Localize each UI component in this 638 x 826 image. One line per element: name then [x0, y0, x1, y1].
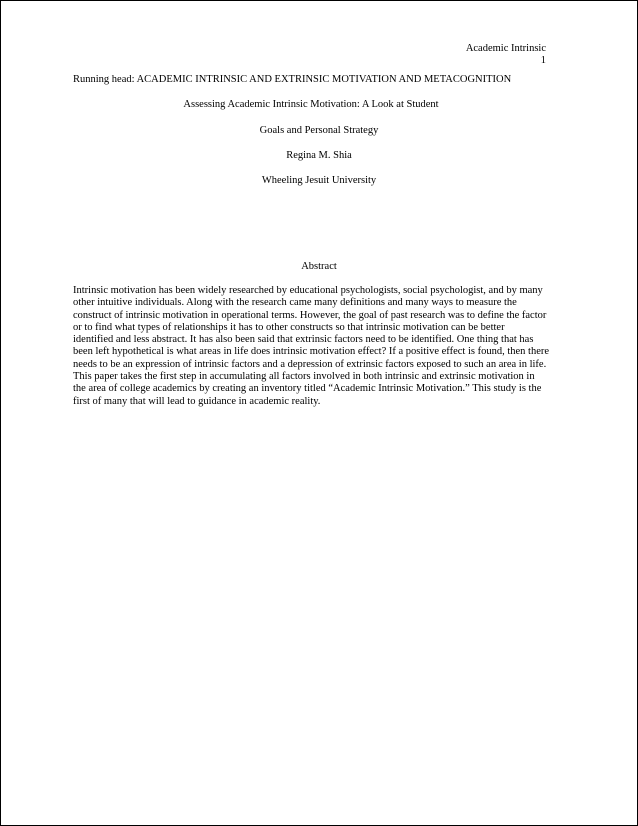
author-name: Regina M. Shia: [286, 150, 352, 161]
abstract-line: been left hypothetical is what areas in life does intrinsic motivation effect? If a positive effect is found, then there: [73, 346, 550, 358]
page-number: 1: [540, 55, 546, 66]
abstract-line: first of many that will lead to guidance in academic reality.: [73, 395, 321, 407]
abstract-line: or to find what types of relationships it has to other constructs so that intrinsic motivation can be better: [73, 321, 505, 333]
abstract-line: needs to be an expression of intrinsic factors and a depression of extrinsic factors exposed to such an area in life.: [73, 358, 547, 370]
header-short-title: Academic Intrinsic: [465, 43, 546, 54]
page-header: [466, 43, 546, 67]
title-line-1: Assessing Academic Intrinsic Motivation: A Look at Student: [183, 99, 439, 110]
author-affiliation: Wheeling Jesuit University: [261, 175, 377, 186]
abstract-line: identified and less abstract. It has also been said that extrinsic factors need to be identified. One thing that has: [73, 334, 534, 346]
abstract-line: This paper takes the first step in accumulating all factors involved in both intrinsic and extrinsic motivation in: [73, 371, 535, 383]
running-head: Running head: ACADEMIC INTRINSIC AND EXTRINSIC MOTIVATION AND METACOGNITION: [73, 74, 512, 85]
abstract-heading: Abstract: [301, 261, 337, 272]
abstract-line: Intrinsic motivation has been widely researched by educational psychologists, social psychologist, and by many: [73, 285, 543, 296]
abstract-line: construct of intrinsic motivation in operational terms. However, the goal of past research was to define the factor: [73, 309, 547, 321]
abstract-line: other intuitive individuals. Along with the research came many definitions and many ways to measure the: [73, 297, 517, 309]
title-line-2: Goals and Personal Strategy: [259, 125, 379, 136]
abstract-line: the area of college academics by creating an inventory titled “Academic Intrinsic Motivation.” This study is the: [73, 383, 542, 395]
abstract-body: [73, 285, 549, 408]
